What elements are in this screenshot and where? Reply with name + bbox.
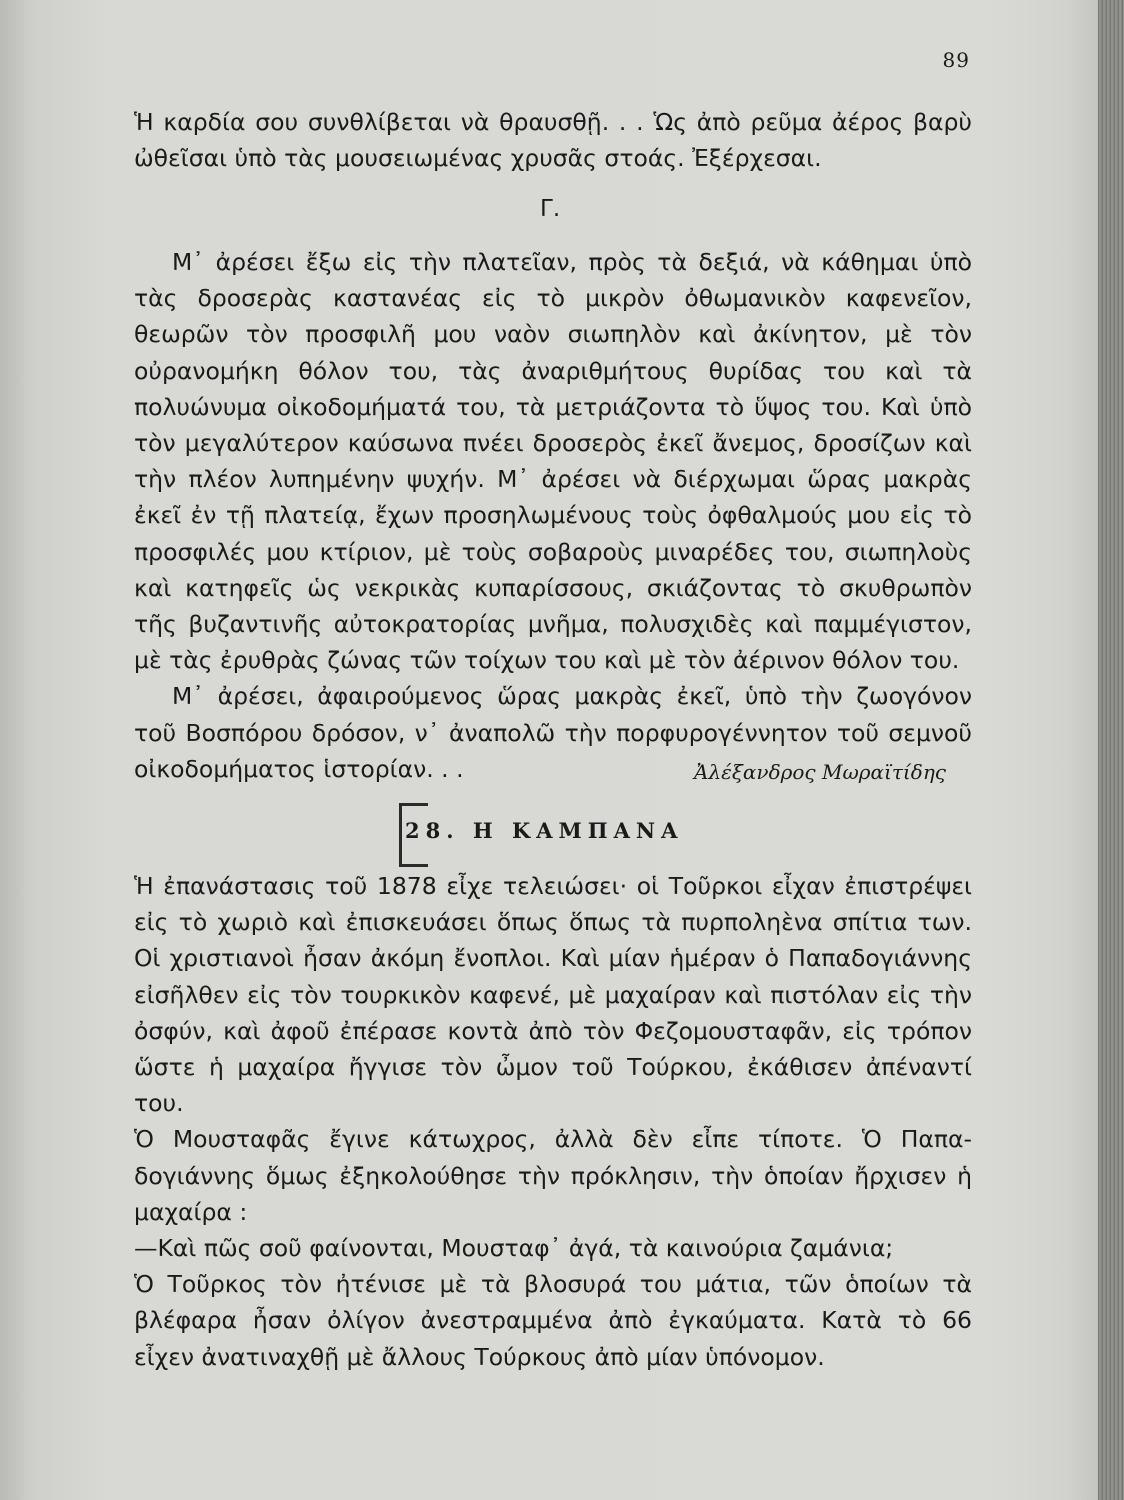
- paragraph: Μ᾽ ἀρέσει ἔξω εἰς τὴν πλατεῖαν, πρὸς τὰ δεξιά, νὰ κάθημαι ὑπὸ τὰς δροσερὰς καστανέας εἰς τὸ μικρὸν ὀθωμανικὸν καφενεῖον, θεωρῶν τὸν προσφιλῆ μου ναὸν σιωπηλὸν καὶ ἀκίνητον, μὲ τὸν οὐρανομήκη θόλον του, τὰς ἀναριθμήτους θυρίδας του καὶ τὰ πολυώνυμα οἰκοδομήματά του, τὰ μετριάζοντα τὸ ὕψος του. Καὶ ὑπὸ τὸν μεγαλύτερον καύσωνα πνέει δροσερὸς ἐκεῖ ἄνεμος, δροσίζων καὶ τὴν πλέον λυπημένην ψυχήν. Μ᾽ ἀρέσει νὰ διέρχωμαι ὥρας μακρὰς ἐκεῖ ἐν τῇ πλατείᾳ, ἔχων προσηλωμένους τοὺς ὀφθαλμούς μου εἰς τὸ προσφιλές μου κτίριον, μὲ τοὺς σοβαροὺς μιναρέδες του, σιωπηλοὺς καὶ κατηφεῖς ὡς νεκρικὰς κυπαρίσσους, σκιάζοντας τὸ σκυθρωπὸν τῆς βυζαντινῆς αὐτοκρατορίας μνῆμα, πολυσχιδὲς καὶ παμμέγιστον, μὲ τὰς ἐρυθρὰς ζώνας τῶν τοίχων του καὶ μὲ τὸν ἀέρινον θόλον του.: [134, 248, 972, 675]
- paragraph: Ἡ καρδία σου συνθλίβεται νὰ θραυσθῇ. . . Ὡς ἀπὸ ρεῦμα ἀέρος βαρὺ ὠθεῖσαι ὑπὸ τὰς μουσειωμένας χρυσᾶς στοάς. Ἐξέρχεσαι.: [134, 108, 972, 173]
- text-block-section-g: [134, 244, 972, 787]
- paragraph: Ὁ Μουσταφᾶς ἔγινε κάτωχρος, ἀλλὰ δὲν εἶπε τίποτε. Ὁ Παπαδογιάννης ὅμως ἐξηκολούθησε τὴν πρόκλησιν, τὴν ὁποίαν ἤρχισεν ἡ μαχαίρα :: [134, 1125, 972, 1226]
- section-mark: Γ.: [540, 196, 561, 222]
- page-edge: [1098, 0, 1124, 1500]
- page-number: 89: [942, 48, 970, 72]
- text-block-chapter: [134, 868, 972, 1375]
- chapter-title: 28. Η ΚΑΜΠΑΝΑ: [405, 818, 684, 843]
- paragraph: Μ᾽ ἀρέσει, ἀφαιρούμενος ὥρας μακρὰς ἐκεῖ, ὑπὸ τὴν ζωογόνον τοῦ Βοσπόρου δρόσον, ν᾽ ἀναπολῶ τὴν πορφυρογέννητον τοῦ σεμνοῦ οἰκοδομήματος ἱστορίαν. . .: [134, 682, 972, 783]
- paragraph: Ὁ Τοῦρκος τὸν ἠτένισε μὲ τὰ βλοσυρά του μάτια, τῶν ὁποίων τὰ βλέφαρα ἦσαν ὀλίγον ἀνεστραμμένα ἀπὸ ἐγκαύματα. Κατὰ τὸ 66 εἶχεν ἀνατιναχθῇ μὲ ἄλλους Τούρκους ἀπὸ μίαν ὑπόνομον.: [134, 1270, 972, 1371]
- dialogue-line: —Καὶ πῶς σοῦ φαίνονται, Μουσταφ᾽ ἀγά, τὰ καινούρια ζαμάνια;: [134, 1234, 894, 1263]
- text-block-intro: [134, 104, 972, 176]
- author-signature: Ἀλέξανδρος Μωραϊτίδης: [694, 760, 946, 784]
- paragraph: Ἡ ἐπανάστασις τοῦ 1878 εἶχε τελειώσει· οἱ Τοῦρκοι εἶχαν ἐπιστρέψει εἰς τὸ χωριὸ καὶ ἐπισκευάσει ὅπως ὅπως τὰ πυρποληὲνα σπίτια των. Οἱ χριστιανοὶ ἦσαν ἀκόμη ἔνοπλοι. Καὶ μίαν ἡμέραν ὁ Παπαδογιάννης εἰσῆλθεν εἰς τὸν τουρκικὸν καφενέ, μὲ μαχαίραν καὶ πιστόλαν εἰς τὴν ὀσφύν, καὶ ἀφοῦ ἐπέρασε κοντὰ ἀπὸ τὸν Φεζομουσταφᾶν, εἰς τρόπον ὥστε ἡ μαχαίρα ἤγγισε τὸν ὦμον τοῦ Τούρκου, ἐκάθισεν ἀπέναντί του.: [134, 872, 972, 1118]
